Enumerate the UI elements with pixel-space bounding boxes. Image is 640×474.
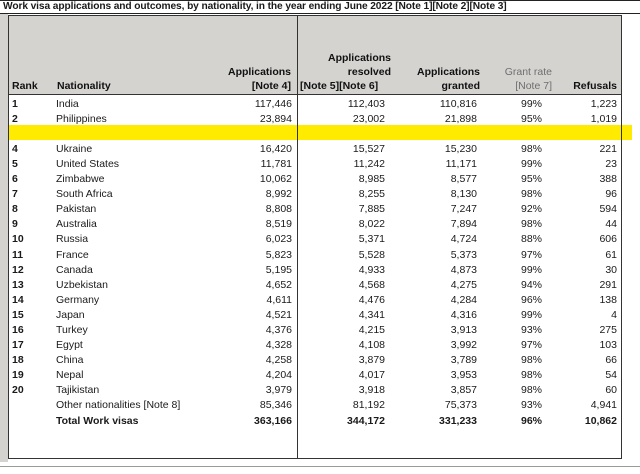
- column-header-granted-line2: granted: [441, 80, 480, 92]
- cell-nationality: Russia: [52, 231, 185, 246]
- cell-applications: 4,258: [185, 352, 297, 367]
- cell-resolved: 4,568: [297, 276, 390, 291]
- cell-granted: 3,913: [390, 321, 482, 336]
- total-cell-refusals: 10,862: [550, 412, 622, 428]
- cell-granted: 3,789: [390, 352, 482, 367]
- cell-nationality: United States: [52, 155, 185, 170]
- cell-rank: 4: [8, 140, 52, 155]
- cell-applications: 4,328: [185, 337, 297, 352]
- total-cell-applications: 363,166: [185, 412, 297, 428]
- cell-applications: 4,611: [185, 291, 297, 306]
- table-row[interactable]: [8, 397, 622, 412]
- total-cell-rank: [8, 412, 52, 428]
- cell-refusals: 606: [550, 231, 622, 246]
- cell-resolved: 3,918: [297, 382, 390, 397]
- cell-nationality: Germany: [52, 291, 185, 306]
- cell-granted: 110,816: [390, 95, 482, 110]
- cell-applications: 8,808: [185, 201, 297, 216]
- cell-nationality: Ukraine: [52, 140, 185, 155]
- cell-resolved: 3,879: [297, 352, 390, 367]
- total-cell-granted: 331,233: [390, 412, 482, 428]
- cell-grant-rate: 98%: [482, 382, 550, 397]
- table-row[interactable]: [8, 246, 622, 261]
- cell-grant-rate: 99%: [482, 95, 550, 110]
- cell-applications: 5,195: [185, 261, 297, 276]
- cell-grant-rate: 98%: [482, 367, 550, 382]
- cell-refusals: 54: [550, 367, 622, 382]
- total-cell-grant-rate: 96%: [482, 412, 550, 428]
- cell-refusals: 275: [550, 321, 622, 336]
- cell-refusals: 4,941: [550, 397, 622, 412]
- table-row[interactable]: [8, 276, 622, 291]
- cell-rank: 8: [8, 201, 52, 216]
- cell-resolved: 4,341: [297, 306, 390, 321]
- cell-resolved: 5,528: [297, 246, 390, 261]
- cell-applications: 3,979: [185, 382, 297, 397]
- total-cell-resolved: 344,172: [297, 412, 390, 428]
- column-header-refusals: Refusals: [573, 80, 617, 92]
- cell-refusals: 594: [550, 201, 622, 216]
- cell-nationality: Australia: [52, 216, 185, 231]
- cell-resolved: 8,985: [297, 170, 390, 185]
- cell-nationality: Turkey: [52, 321, 185, 336]
- cell-grant-rate: 88%: [482, 231, 550, 246]
- table-header-labels: [0, 0, 640, 96]
- cell-nationality: Other nationalities [Note 8]: [52, 397, 185, 412]
- cell-refusals: 1,223: [550, 95, 622, 110]
- table-row[interactable]: [8, 291, 622, 306]
- cell-applications: 4,652: [185, 276, 297, 291]
- cell-resolved: 8,022: [297, 216, 390, 231]
- column-header-resolved-line3: [Note 5][Note 6]: [300, 80, 379, 92]
- cell-rank: 13: [8, 276, 52, 291]
- cell-granted: 21,898: [390, 110, 482, 125]
- cell-granted: 15,230: [390, 140, 482, 155]
- table-row[interactable]: [8, 201, 622, 216]
- column-divider: [297, 15, 298, 459]
- page-title: Work visa applications and outcomes, by nationality, in the year ending June 2022 [Note 1][Note 2][Note 3]: [3, 1, 507, 12]
- cell-granted: 4,873: [390, 261, 482, 276]
- cell-refusals: 44: [550, 216, 622, 231]
- cell-refusals: 60: [550, 382, 622, 397]
- cell-nationality: Japan: [52, 306, 185, 321]
- cell-rank: 11: [8, 246, 52, 261]
- cell-resolved: 4,108: [297, 337, 390, 352]
- cell-nationality: France: [52, 246, 185, 261]
- cell-grant-rate: 98%: [482, 140, 550, 155]
- cell-rank: 9: [8, 216, 52, 231]
- cell-refusals: 66: [550, 352, 622, 367]
- cell-resolved: 112,403: [297, 95, 390, 110]
- cell-grant-rate: 95%: [482, 170, 550, 185]
- cell-nationality: Pakistan: [52, 201, 185, 216]
- table-row[interactable]: [8, 186, 622, 201]
- cell-applications: 16,420: [185, 140, 297, 155]
- column-header-resolved-line2: resolved: [347, 66, 391, 78]
- cell-rank: 18: [8, 352, 52, 367]
- cell-grant-rate: 93%: [482, 321, 550, 336]
- cell-refusals: 96: [550, 186, 622, 201]
- cell-rank: 12: [8, 261, 52, 276]
- cell-granted: 3,857: [390, 382, 482, 397]
- cell-applications: 8,992: [185, 186, 297, 201]
- cell-grant-rate: 97%: [482, 337, 550, 352]
- cell-granted: 4,275: [390, 276, 482, 291]
- cell-refusals: 221: [550, 140, 622, 155]
- cell-applications: 11,781: [185, 155, 297, 170]
- table-row[interactable]: [8, 352, 622, 367]
- cell-rank: 17: [8, 337, 52, 352]
- cell-resolved: 11,242: [297, 155, 390, 170]
- cell-grant-rate: 98%: [482, 352, 550, 367]
- table-row[interactable]: [8, 261, 622, 276]
- cell-refusals: 61: [550, 246, 622, 261]
- table-row[interactable]: [8, 155, 622, 170]
- cell-refusals: 23: [550, 155, 622, 170]
- table-row[interactable]: [8, 337, 622, 352]
- cell-rank: 19: [8, 367, 52, 382]
- cell-grant-rate: 92%: [482, 201, 550, 216]
- cell-refusals: 388: [550, 170, 622, 185]
- cell-granted: 3,953: [390, 367, 482, 382]
- cell-rank: 7: [8, 186, 52, 201]
- cell-grant-rate: 99%: [482, 306, 550, 321]
- cell-resolved: 81,192: [297, 397, 390, 412]
- cell-nationality: South Africa: [52, 186, 185, 201]
- cell-applications: 4,376: [185, 321, 297, 336]
- cell-rank: 16: [8, 321, 52, 336]
- cell-grant-rate: 96%: [482, 291, 550, 306]
- cell-granted: 4,284: [390, 291, 482, 306]
- cell-granted: 75,373: [390, 397, 482, 412]
- cell-applications: 23,894: [185, 110, 297, 125]
- cell-nationality: Tajikistan: [52, 382, 185, 397]
- table-body: [8, 95, 622, 428]
- cell-grant-rate: 97%: [482, 246, 550, 261]
- cell-nationality: Nepal: [52, 367, 185, 382]
- cell-resolved: 4,933: [297, 261, 390, 276]
- table-total-row: [8, 412, 622, 428]
- cell-resolved: 4,476: [297, 291, 390, 306]
- cell-resolved: 4,215: [297, 321, 390, 336]
- column-header-grant-rate-line2: [Note 7]: [515, 80, 552, 92]
- cell-rank: 5: [8, 155, 52, 170]
- cell-nationality: Uzbekistan: [52, 276, 185, 291]
- cell-applications: 4,521: [185, 306, 297, 321]
- cell-granted: 4,724: [390, 231, 482, 246]
- column-header-applications-line1: Applications: [227, 66, 291, 78]
- cell-rank: 6: [8, 170, 52, 185]
- cell-grant-rate: 94%: [482, 276, 550, 291]
- cell-grant-rate: 99%: [482, 261, 550, 276]
- cell-applications: 6,023: [185, 231, 297, 246]
- cell-rank: 1: [8, 95, 52, 110]
- cell-rank: 2: [8, 110, 52, 125]
- cell-refusals: 291: [550, 276, 622, 291]
- cell-granted: 5,373: [390, 246, 482, 261]
- cell-rank: 14: [8, 291, 52, 306]
- cell-nationality: Egypt: [52, 337, 185, 352]
- cell-granted: 7,894: [390, 216, 482, 231]
- cell-grant-rate: 98%: [482, 186, 550, 201]
- cell-refusals: 30: [550, 261, 622, 276]
- cell-grant-rate: 99%: [482, 155, 550, 170]
- table-row[interactable]: [8, 306, 622, 321]
- cell-nationality: Zimbabwe: [52, 170, 185, 185]
- cell-applications: 10,062: [185, 170, 297, 185]
- cell-refusals: 4: [550, 306, 622, 321]
- column-header-granted-line1: Applications: [416, 66, 480, 78]
- cell-granted: 3,992: [390, 337, 482, 352]
- cell-rank: 15: [8, 306, 52, 321]
- cell-grant-rate: 93%: [482, 397, 550, 412]
- cell-refusals: 138: [550, 291, 622, 306]
- cell-resolved: 8,255: [297, 186, 390, 201]
- cell-nationality: Philippines: [52, 110, 185, 125]
- cell-resolved: 5,371: [297, 231, 390, 246]
- column-header-grant-rate-line1: Grant rate: [504, 66, 552, 78]
- table-row[interactable]: [8, 170, 622, 185]
- cell-granted: 8,577: [390, 170, 482, 185]
- cell-granted: 11,171: [390, 155, 482, 170]
- data-table-wrapper: [8, 95, 622, 428]
- cell-applications: 4,204: [185, 367, 297, 382]
- cell-resolved: 4,017: [297, 367, 390, 382]
- column-header-nationality: Nationality: [57, 80, 111, 92]
- cell-refusals: 103: [550, 337, 622, 352]
- cell-rank: [8, 397, 52, 412]
- cell-granted: 4,316: [390, 306, 482, 321]
- cell-rank: 20: [8, 382, 52, 397]
- cell-grant-rate: 98%: [482, 216, 550, 231]
- column-header-applications-line2: [Note 4]: [251, 80, 291, 92]
- highlighted-row-overlay: [8, 125, 632, 140]
- table-row[interactable]: [8, 367, 622, 382]
- cell-applications: 117,446: [185, 95, 297, 110]
- cell-applications: 5,823: [185, 246, 297, 261]
- table-row[interactable]: [8, 321, 622, 336]
- total-cell-nationality: Total Work visas: [52, 412, 185, 428]
- column-header-resolved-line1: Applications: [327, 52, 391, 64]
- table-row[interactable]: [8, 382, 622, 397]
- cell-nationality: Canada: [52, 261, 185, 276]
- cell-grant-rate: 95%: [482, 110, 550, 125]
- cell-applications: 8,519: [185, 216, 297, 231]
- column-header-rank: Rank: [12, 80, 38, 92]
- table-row[interactable]: [8, 216, 622, 231]
- cell-applications: 85,346: [185, 397, 297, 412]
- table-row[interactable]: [8, 95, 622, 110]
- work-visa-table: [8, 95, 622, 428]
- table-row[interactable]: [8, 140, 622, 155]
- cell-rank: 10: [8, 231, 52, 246]
- cell-resolved: 15,527: [297, 140, 390, 155]
- cell-refusals: 1,019: [550, 110, 622, 125]
- cell-resolved: 23,002: [297, 110, 390, 125]
- cell-granted: 8,130: [390, 186, 482, 201]
- bottom-rule: [0, 466, 640, 467]
- cell-resolved: 7,885: [297, 201, 390, 216]
- table-row[interactable]: [8, 110, 622, 125]
- cell-granted: 7,247: [390, 201, 482, 216]
- cell-nationality: India: [52, 95, 185, 110]
- cell-nationality: China: [52, 352, 185, 367]
- table-row[interactable]: [8, 231, 622, 246]
